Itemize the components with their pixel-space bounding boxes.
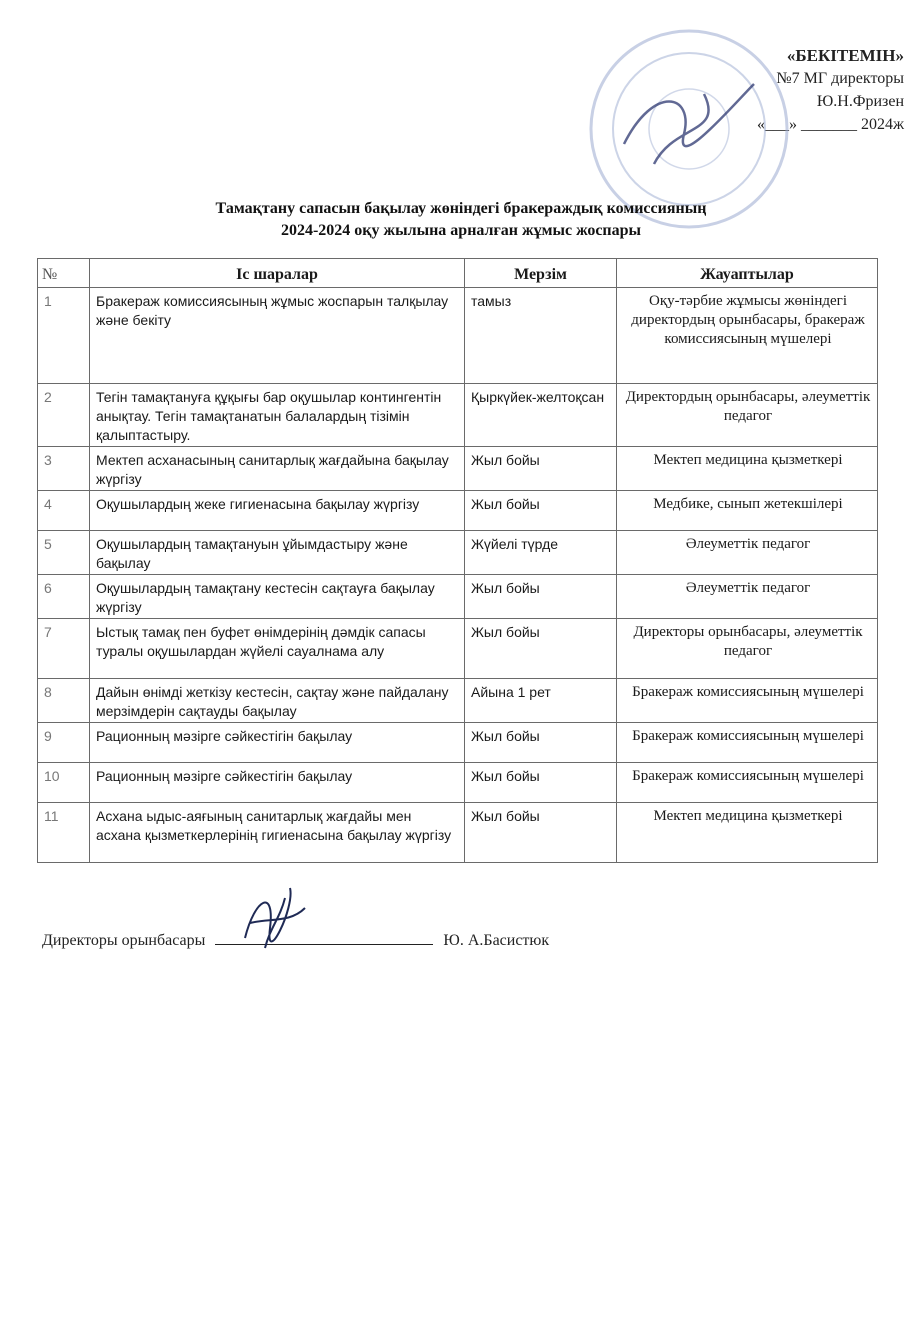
approval-date: «___» _______ 2024ж — [756, 116, 904, 133]
row-action: Ыстық тамақ пен буфет өнімдерінің дәмдік сапасы туралы оқушылардан жүйелі сауалнама алу — [90, 619, 465, 679]
table-row — [38, 723, 878, 763]
row-term: тамыз — [465, 288, 617, 384]
row-number: 5 — [38, 531, 90, 575]
row-action: Мектеп асханасының санитарлық жағдайына бақылау жүргізу — [90, 447, 465, 491]
header-number: № — [38, 259, 90, 288]
table-row — [38, 619, 878, 679]
header-actions: Іс шаралар — [90, 259, 465, 288]
table-row — [38, 803, 878, 863]
table-header-row — [38, 259, 878, 288]
row-number: 10 — [38, 763, 90, 803]
signature-line — [215, 930, 433, 945]
row-responsible: Әлеуметтік педагог — [617, 575, 878, 619]
row-term: Жыл бойы — [465, 447, 617, 491]
row-responsible: Директордың орынбасары, әлеуметтік педагог — [617, 384, 878, 447]
approval-heading: «БЕКІТЕМІН» — [786, 46, 904, 65]
table-row — [38, 491, 878, 531]
table-row — [38, 679, 878, 723]
approval-director-name: Ю.Н.Фризен — [816, 93, 904, 110]
signature-icon — [235, 878, 315, 958]
table-row — [38, 531, 878, 575]
signature-name: Ю. А.Басистюк — [443, 932, 550, 949]
row-responsible: Бракераж комиссиясының мүшелері — [617, 679, 878, 723]
row-term: Жыл бойы — [465, 575, 617, 619]
row-number: 3 — [38, 447, 90, 491]
row-term: Жыл бойы — [465, 803, 617, 863]
table-row — [38, 447, 878, 491]
row-responsible: Медбике, сынып жетекшілері — [617, 491, 878, 531]
table-row — [38, 575, 878, 619]
row-number: 4 — [38, 491, 90, 531]
row-term: Қыркүйек-желтоқсан — [465, 384, 617, 447]
signature-block — [42, 930, 549, 950]
row-number: 2 — [38, 384, 90, 447]
header-responsible: Жауаптылар — [617, 259, 878, 288]
row-action: Тегін тамақтануға құқығы бар оқушылар контингентін анықтау. Тегін тамақтанатын балалардың тізімін қалыптастыру. — [90, 384, 465, 447]
row-responsible: Мектеп медицина қызметкері — [617, 803, 878, 863]
signature-role: Директоры орынбасары — [42, 932, 206, 949]
row-number: 1 — [38, 288, 90, 384]
row-number: 6 — [38, 575, 90, 619]
title-line-2: 2024-2024 оқу жылына арналған жұмыс жоспары — [280, 222, 642, 239]
row-number: 11 — [38, 803, 90, 863]
row-number: 9 — [38, 723, 90, 763]
table-row — [38, 288, 878, 384]
row-responsible: Әлеуметтік педагог — [617, 531, 878, 575]
row-responsible: Директоры орынбасары, әлеуметтік педагог — [617, 619, 878, 679]
row-term: Жыл бойы — [465, 723, 617, 763]
row-action: Оқушылардың жеке гигиенасына бақылау жүргізу — [90, 491, 465, 531]
row-number: 8 — [38, 679, 90, 723]
work-plan-table — [37, 258, 878, 863]
table-row — [38, 763, 878, 803]
row-action: Оқушылардың тамақтану кестесін сақтауға бақылау жүргізу — [90, 575, 465, 619]
row-action: Рационның мәзірге сәйкестігін бақылау — [90, 763, 465, 803]
row-term: Жыл бойы — [465, 619, 617, 679]
header-term: Мерзім — [465, 259, 617, 288]
row-responsible: Бракераж комиссиясының мүшелері — [617, 723, 878, 763]
row-term: Жүйелі түрде — [465, 531, 617, 575]
row-responsible: Мектеп медицина қызметкері — [617, 447, 878, 491]
row-action: Дайын өнімді жеткізу кестесін, сақтау және пайдалану мерзімдерін сақтауды бақылау — [90, 679, 465, 723]
document-title — [0, 198, 922, 242]
row-number: 7 — [38, 619, 90, 679]
row-action: Оқушылардың тамақтануын ұйымдастыру және бақылау — [90, 531, 465, 575]
row-term: Жыл бойы — [465, 491, 617, 531]
approval-position: №7 МГ директоры — [776, 70, 904, 87]
row-responsible: Бракераж комиссиясының мүшелері — [617, 763, 878, 803]
row-responsible: Оқу-тәрбие жұмысы жөніндегі директордың орынбасары, бракераж комиссиясының мүшелері — [617, 288, 878, 384]
row-term: Айына 1 рет — [465, 679, 617, 723]
row-action: Рационның мәзірге сәйкестігін бақылау — [90, 723, 465, 763]
approval-block — [664, 44, 904, 136]
table-row — [38, 384, 878, 447]
row-action: Асхана ыдыс-аяғының санитарлық жағдайы мен асхана қызметкерлерінің гигиенасына бақылау жүргізу — [90, 803, 465, 863]
title-line-1: Тамақтану сапасын бақылау жөніндегі бракераждық комиссияның — [215, 200, 707, 217]
row-action: Бракераж комиссиясының жұмыс жоспарын талқылау және бекіту — [90, 288, 465, 384]
row-term: Жыл бойы — [465, 763, 617, 803]
